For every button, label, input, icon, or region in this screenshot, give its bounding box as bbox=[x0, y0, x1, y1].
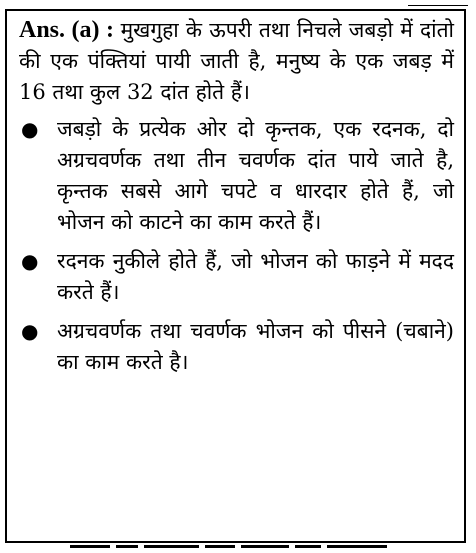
answer-box bbox=[5, 9, 466, 543]
bullet-text: अग्रचवर्णक तथा चवर्णक भोजन को पीसने (चबाने) का काम करते है। bbox=[57, 319, 454, 374]
bullet-item-canines bbox=[19, 246, 454, 308]
bullet-item-premolars bbox=[19, 316, 454, 378]
answer-intro-paragraph bbox=[19, 15, 454, 108]
answer-label: Ans. (a) bbox=[19, 17, 100, 43]
bullet-icon: ● bbox=[21, 319, 39, 343]
bullet-list bbox=[19, 114, 454, 378]
cropped-top-fragment bbox=[408, 0, 468, 6]
bullet-item-incisors bbox=[19, 114, 454, 238]
answer-separator: : bbox=[99, 17, 121, 43]
bullet-icon: ● bbox=[21, 117, 39, 141]
bullet-icon: ● bbox=[21, 249, 39, 273]
bullet-text: रदनक नुकीले होते हैं, जो भोजन को फाड़ने में मदद करते हैं। bbox=[57, 249, 454, 304]
answer-intro-text: मुखगुहा के ऊपरी तथा निचले जबड़ो में दांतो की एक पंक्तियां पायी जाती है, मनुष्य के एक जबड़ में 16 तथा कुल 32 दांत होते हैं। bbox=[19, 18, 454, 104]
cropped-bottom-fragment bbox=[70, 545, 400, 553]
bullet-text: जबड़ो के प्रत्येक ओर दो कृन्तक, एक रदनक, दो अग्रचवर्णक तथा तीन चवर्णक दांत पाये जाते है, कृन्तक सबसे आगे चपटे व धारदार होते हैं, जो भोजन को काटने का काम करते हैं। bbox=[57, 117, 454, 234]
